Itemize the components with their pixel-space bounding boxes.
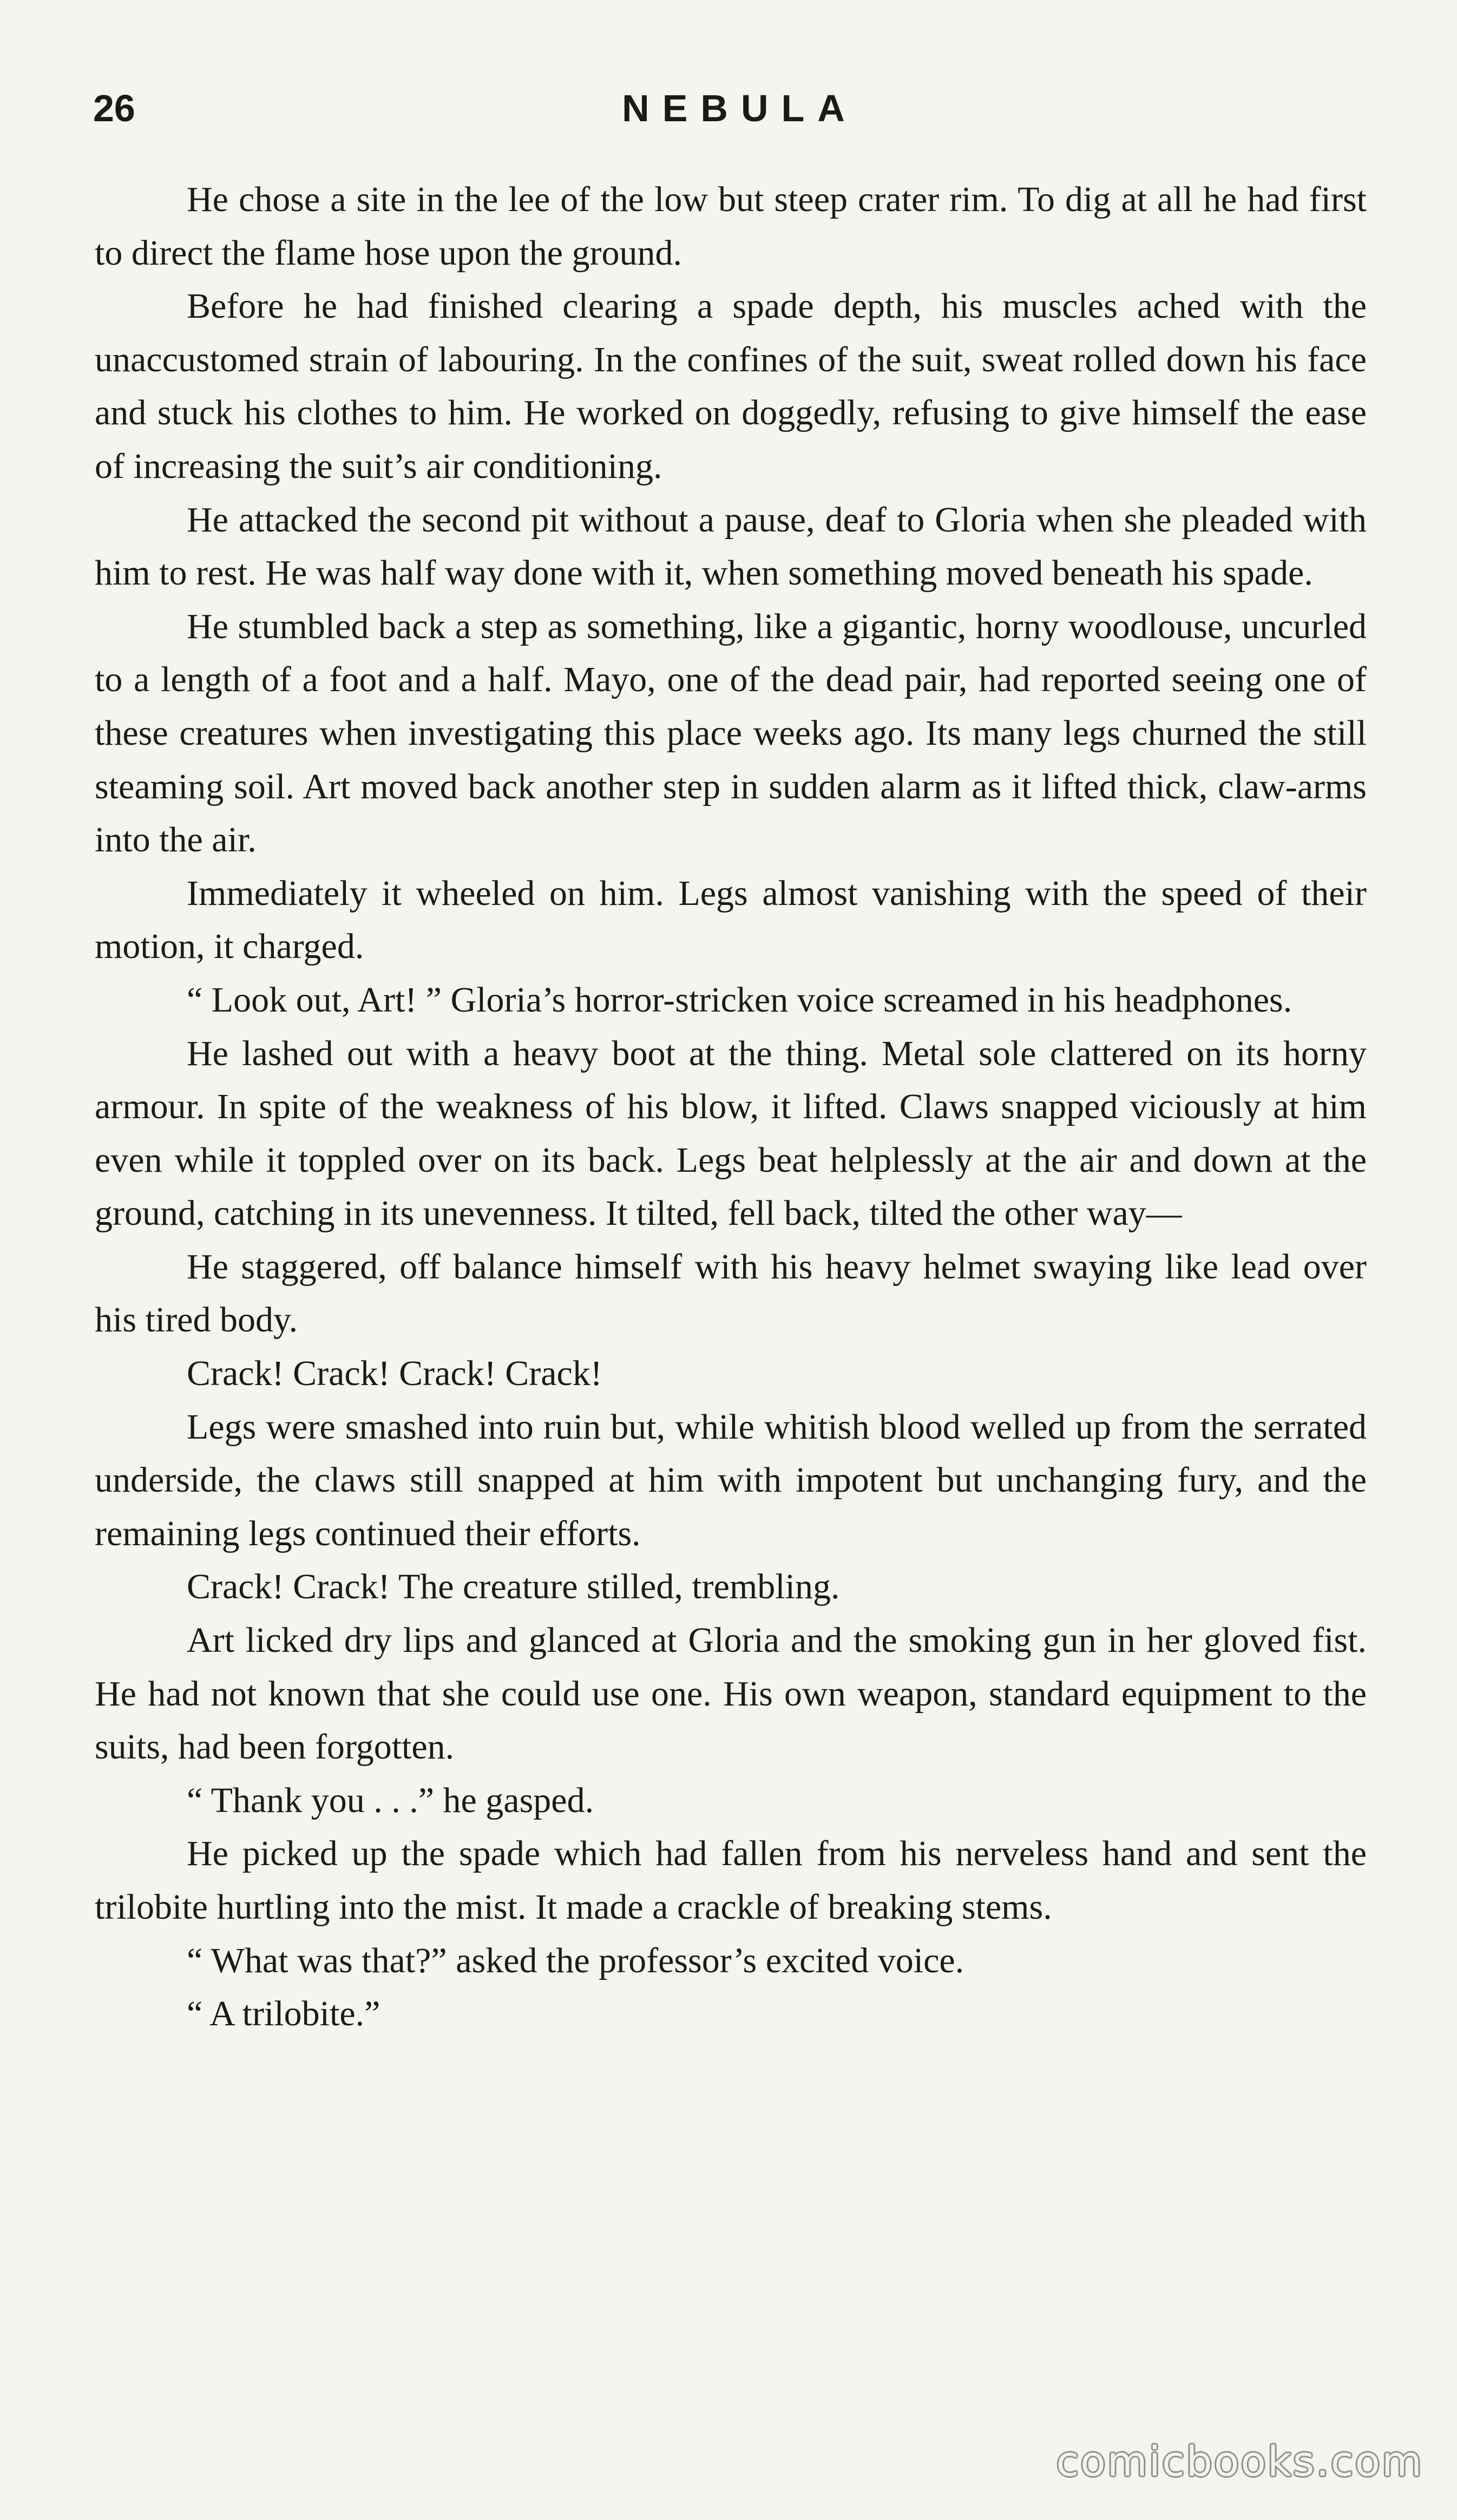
paragraph: Art licked dry lips and glanced at Gloria and the smoking gun in her gloved fist. He had not known that she could use one. His own weapon, standard equipment to the suits, had been forgotten.: [95, 1620, 1367, 1767]
paragraph: “ Thank you . . .” he gasped.: [187, 1780, 594, 1820]
paragraph: Crack! Crack! Crack! Crack!: [187, 1354, 602, 1394]
page-number: 26: [93, 87, 135, 129]
paragraph: He chose a site in the lee of the low but steep crater rim. To dig at all he had first to direct the flame hose upon the ground.: [95, 180, 1367, 273]
story-text: [95, 173, 1367, 2041]
paragraph: Crack! Crack! The creature stilled, trembling.: [187, 1567, 840, 1607]
paragraph: “ A trilobite.”: [187, 1994, 380, 2034]
paragraph: “ Look out, Art! ” Gloria’s horror-stricken voice screamed in his headphones.: [187, 980, 1292, 1020]
paragraph: Legs were smashed into ruin but, while whitish blood welled up from the serrated underside, the claws still snapped at him with impotent but unchanging fury, and the remaining legs continued their efforts.: [95, 1407, 1367, 1553]
paragraph: Before he had finished clearing a spade depth, his muscles ached with the unaccustomed strain of labouring. In the confines of the suit, sweat rolled down his face and stuck his clothes to him. He worked on doggedly, refusing to give himself the ease of increasing the suit’s air conditioning.: [95, 286, 1367, 486]
paragraph: He staggered, off balance himself with his heavy helmet swaying like lead over his tired body.: [95, 1246, 1367, 1340]
magazine-title: NEBULA: [622, 87, 858, 129]
paragraph: He picked up the spade which had fallen from his nerveless hand and sent the trilobite hurtling into the mist. It made a crackle of breaking stems.: [95, 1834, 1367, 1927]
paragraph: He attacked the second pit without a pause, deaf to Gloria when she pleaded with him to rest. He was half way done with it, when something moved beneath his spade.: [95, 500, 1367, 593]
paragraph: He stumbled back a step as something, like a gigantic, horny woodlouse, uncurled to a length of a foot and a half. Mayo, one of the dead pair, had reported seeing one of these creatures when investigating this place weeks ago. Its many legs churned the still steaming soil. Art moved back another step in sudden alarm as it lifted thick, claw-arms into the air.: [95, 606, 1367, 860]
running-head: [93, 81, 1365, 135]
paragraph: He lashed out with a heavy boot at the thing. Metal sole clattered on its horny armour. In spite of the weakness of his blow, it lifted. Claws snapped viciously at him even while it toppled over on its back. Legs beat helplessly at the air and down at the ground, catching in its unevenness. It tilted, fell back, tilted the other way—: [95, 1033, 1367, 1233]
paragraph: “ What was that?” asked the professor’s excited voice.: [187, 1940, 964, 1980]
paragraph: Immediately it wheeled on him. Legs almost vanishing with the speed of their motion, it charged.: [95, 873, 1367, 967]
site-watermark: comicbooks.com: [1056, 2437, 1423, 2485]
